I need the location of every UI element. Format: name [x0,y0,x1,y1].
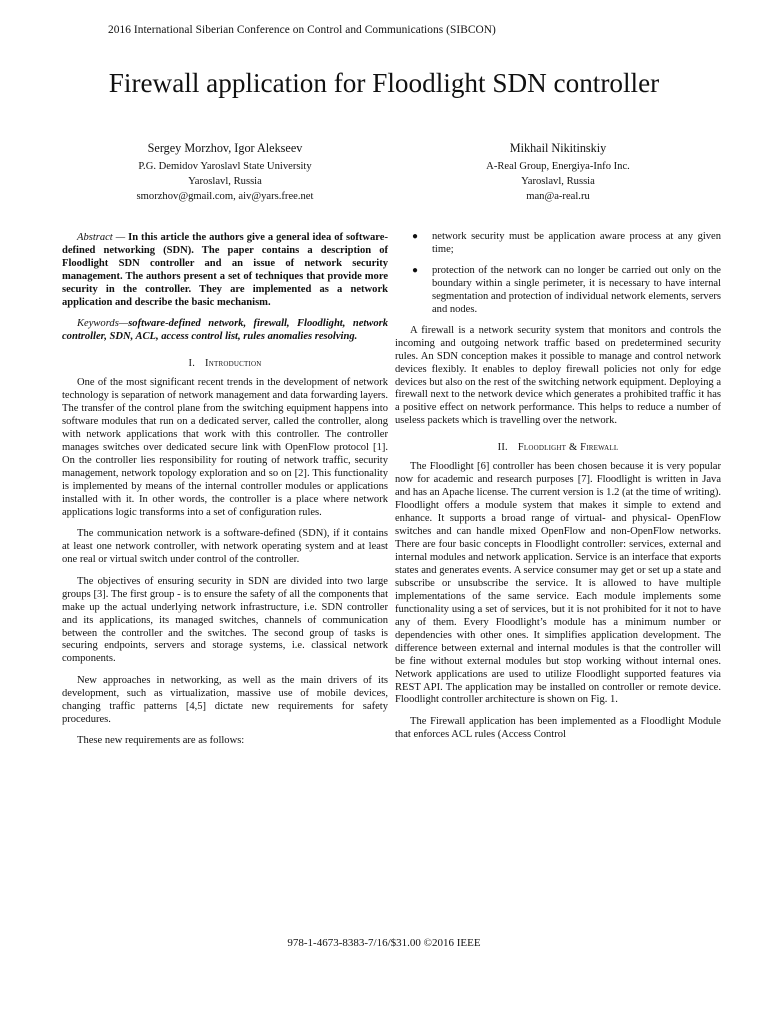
author-names: Mikhail Nikitinskiy [509,141,607,155]
abstract-text: In this article the authors give a general idea of software-defined networking (SDN). The paper contains a description of Floodlight SDN controller and an issue of network security management. The authors present a set of techniques that provide more security in the controller. They are implemented as a network application and describe the basic mechanism. [62,232,388,308]
paragraph: The Floodlight [6] controller has been chosen because it is very popular now for academic and research purposes [7]. Floodlight is written in Java and has an Apache license. The current version is 1.2 (at the time of writing). Floodlight offers a module system that makes it simple to extend and enhance. It supports a broad range of virtual- and physical- OpenFlow switches and can handle mixed OpenFlow and non-OpenFlow networks. There are four basic concepts in Floodlight controller: services, external and internal modules and network application. Service is an interface that exports states and generates events. A service consumer may get or set up a state and subscribe or unsubscribe the service. It is allowed to have multiple implementations of the same service. Each module implements some functionality using a set of services, but it is not prohibited for it not to have any of them. Every Floodlight’s module has a minimum number or dependencies with other ones. It simplifies application development. The difference between external and internal modules is that the controller will be fine without external modules but stop working without internal ones. Network applications are used to utilize Floodlight supported features via REST API. The application may be installed on controller or remote device. Floodlight controller architecture is shown on Fig. 1. [395,461,721,706]
list-item-text: protection of the network can no longer be carried out only on the boundary within a single perimeter, it is necessary to have internal segmentation and protection of individual network elements, servers and nodes. [432,264,721,315]
author-city: Yaroslavl, Russia [521,176,595,187]
paragraph: The communication network is a software-defined (SDN), if it contains at least one network controller, with network operating system and at least one real or virtual switch under control of the controller. [62,528,388,566]
conference-header: 2016 International Siberian Conference on Control and Communications (SIBCON) [108,24,496,36]
author-email: man@a-real.ru [526,191,590,202]
paper-title: Firewall application for Floodlight SDN controller [108,68,660,98]
keywords-text: software-defined network, firewall, Floodlight, network controller, SDN, ACL, access control list, rules anomalies resolving. [62,318,388,343]
copyright-footer: 978-1-4673-8383-7/16/$31.00 ©2016 IEEE [287,937,481,949]
right-column [395,231,721,751]
author-email: smorzhov@gmail.com, aiv@yars.free.net [136,191,314,202]
keywords [62,318,388,344]
keywords-label: Keywords— [77,318,129,330]
left-column [62,232,388,757]
section-number: II. [497,442,508,454]
author-city: Yaroslavl, Russia [188,176,262,187]
section-heading-introduction [62,358,388,371]
author-affiliation: A-Real Group, Energiya-Info Inc. [486,161,630,172]
author-names: Sergey Morzhov, Igor Alekseev [147,141,303,155]
section-heading-floodlight [395,442,721,455]
bullet-icon: ● [412,264,419,276]
section-number: I. [188,358,196,370]
list-item [395,265,721,317]
paragraph: One of the most significant recent trends in the development of network technology is separation of network management and data forwarding layers. The transfer of the control plane from the switching equipment happens into software modules that run on a dedicated server, called the controller, along with network applications that work with this controller. The controller manages switches over dedicated secure link with OpenFlow protocol [1]. On the controller lies responsibility for routing of network traffic, security management, network topology exploration and so on [2]. This functionality is implemented by means of the internal controller modules or applications installed with it. In other words, the controller is a place where network applications logic transforms into a set of configuration rules. [62,377,388,518]
author-block-1 [62,140,388,204]
paragraph: The objectives of ensuring security in SDN are divided into two large groups [3]. The first group - is to ensure the safety of all the components that make up the actual underlying network infrastructure, i.e. SDN controller and its applications, its managed switches, channels of communication between the controller and the switches. The second group of tasks is securing endpoints, servers and storage systems, i.e. classical network components. [62,575,388,665]
list-item-text: network security must be application aware process at any given time; [432,231,721,255]
section-title: Introduction [205,358,262,370]
paragraph: New approaches in networking, as well as the main drivers of its development, such as virtualization, massive use of mobile devices, changing traffic patterns [4,5] dictate new requirements for safety procedures. [62,674,388,725]
section-title: Floodlight & Firewall [517,442,619,454]
abstract-label: Abstract — [77,232,126,243]
paragraph: A firewall is a network security system that monitors and controls the incoming and outgoing network traffic based on predetermined security rules. An SDN conception makes it possible to manage and control network devices flexibly. It enables to deploy firewall policies not only for edge devices but also on the rest of the switching network equipment. Deploying a firewall next to the network device which generates a prohibited traffic it has a positive effect on network performance. This helps to reduce a number of useless packets which is travelling over the network. [395,324,722,427]
abstract [62,232,388,310]
paragraph: These new requirements are as follows: [77,735,245,747]
author-block-2 [395,140,721,204]
author-affiliation: P.G. Demidov Yaroslavl State University [138,161,312,172]
paragraph: The Firewall application has been implemented as a Floodlight Module that enforces ACL rules (Access Control [395,716,721,740]
requirements-list [395,231,721,317]
list-item [395,231,721,257]
bullet-icon: ● [412,231,419,242]
